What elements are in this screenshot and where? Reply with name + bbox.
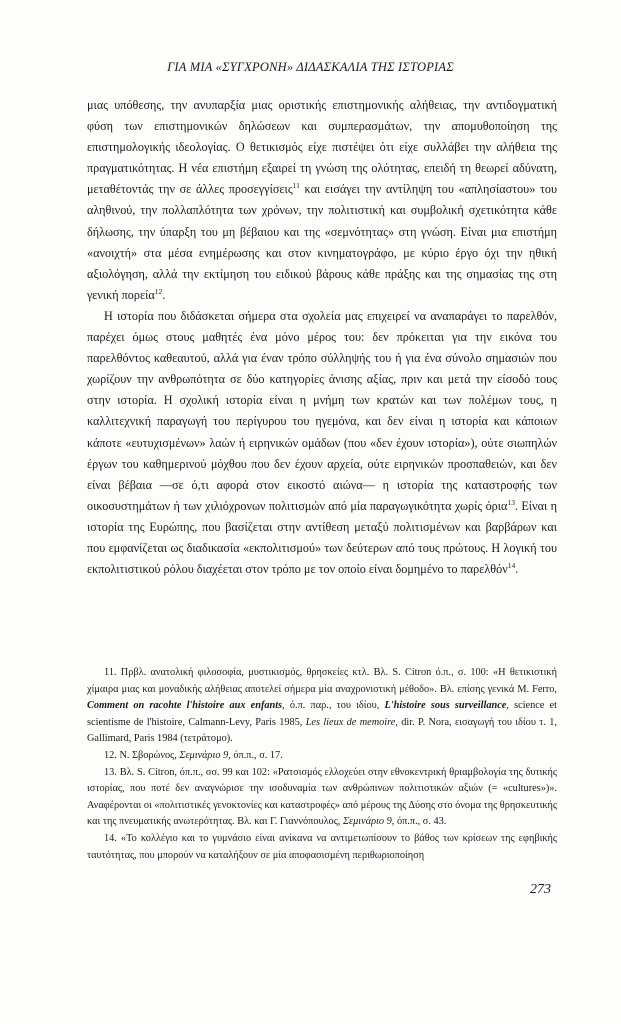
footnote-13-text-a: 13. Βλ. S. Citron, όπ.π., σσ. 99 και 102: «Ρατσισμός ελλοχεύει στην εθνοκεντρική θριαμβολογία της δυτικής ιστορίας, που ποτέ δεν αναγνώρισε την ισοδυναμία των ανθρώπινων πολιτιστικών αξιών (= «cultures»)». Αναφέρονται οι «πολιτιστικές γενοκτονίες και καταστροφές» από μέρους της Δύσης στο όνομα της θρησκευτικής και της πνευματικής ανωτερότητας. Βλ. και Γ. Γιαννόπουλος, [87,766,557,828]
footnote-12 [87,748,557,765]
paragraph-1-text-a: μιας υπόθεσης, την ανυπαρξία μιας οριστικής επιστημονικής αλήθειας, την αντιδογματική φύση των επιστημονικών δηλώσεων και συμπερασμάτων, την απομυθοποίηση της επιστημολογικής ιδεολογίας. Ο θετικισμός είχε πιστέψει ότι είχε συλλάβει την αλήθεια της πραγματικότητας. Η νέα επιστήμη εξαιρεί τη γνώση της ολότητας, επειδή τη θεωρεί αδύνατη, μεταθέτοντάς την σε άλλες προσεγγίσεις [87,98,557,197]
footnote-ref-14: 14 [507,561,516,570]
footnote-13 [87,765,557,831]
paragraph-2-text-b: . Είναι η ιστορία της Ευρώπης, που βασίζεται στην αντίθεση μεταξύ πολιτισμένων και βαρβάρων και που εμφανίζεται ως διαδικασία «εκπολιτισμού» των δεύτερων από τους πρώτους. Η λογική του εκπολιτιστικού ρόλου διαχέεται στον τρόπο με τον οποίο είναι δομημένο το παρελθόν [87,498,557,577]
page-number: 273 [530,882,551,897]
paragraph-2-text-a: Η ιστορία που διδάσκεται σήμερα στα σχολεία μας επιχειρεί να αναπαράγει το παρελθόν, παρέχει όμως στους μαθητές ένα μόνο μέρος του: δεν πρόκειται για την εικόνα του παρελθόντος καθεαυτού, αλλά για έναν τρόπο σύλληψής του ή για ένα σύνολο σημασιών που χωρίζουν την ανθρωπότητα σε δύο κατηγορίες άνισης αξίας, πριν και μετά την είσοδό τους στην ιστορία. Η σχολική ιστορία είναι η μνήμη των κρατών και των πολέμων τους, η καλλιτεχνική παραγωγή του περίγυρου του ηγεμόνα, και δεν είναι η ιστορία και κάποιων κάποτε «ευτυχισμένων» λαών ή ειρηνικών ομάδων (που «δεν έχουν ιστορία»), ούτε σιωπηλών έργων του καθημερινού μόχθου που δεν έχουν αρχεία, ούτε ειρηνικών προσπαθειών, και δεν είναι βέβαια —σε ό,τι αφορά στον εικοστό αιώνα— η ιστορία της καταστροφής των οικοσυστημάτων ή των χιλιόχρονων πολιτισμών από μία παραγωγικότητα χωρίς όρια [87,308,557,513]
paragraph-1 [87,95,557,306]
footnote-ref-12: 12 [154,286,163,296]
footnote-11-title-1: Comment on racohte l'histoire aux enfants [87,700,283,712]
footnote-11-title-2: L'histoire sous surveillance [384,700,507,712]
paragraph-2 [87,306,557,580]
footnote-ref-11: 11 [292,181,300,191]
footnote-11-text-a: 11. Πρβλ. ανατολική φιλοσοφία, μυστικισμός, θρησκείες κτλ. Βλ. S. Citron ό.π., σ. 100: «Η θετικιστική χίμαιρα μιας και μοναδικής αλήθειας αποτελεί σήμερα μία αναχρονιστική μέθοδο». Βλ. επίσης γενικά M. Ferro, [87,667,557,695]
footnote-13-text-b: , όπ.π., σ. 43. [391,816,447,828]
footnote-11-text-b: , ό.π. παρ., του ιδίου, [282,700,385,712]
paragraph-2-text-c: . [515,562,519,577]
footnote-13-title: Σεμινάριο 9 [342,816,392,828]
footnote-11-text-d: , dir. P. Nora, εισαγωγή του ιδίου τ. 1, Gallimard, Paris 1984 (τετράτομο). [87,716,557,745]
footnotes [87,665,557,864]
paragraph-1-text-b: και εισάγει την αντίληψη του «απλησίαστου» του αληθινού, την πολλαπλότητα των χρόνων, την πολιτιστική και συμβολική σχετικότητα κάθε δήλωσης, την ύπαρξη του μη βέβαιου και της «σεμνότητας» στη γνώση. Είναι μια επιστήμη «ανοιχτή» στα μέσα ενημέρωσης και στον κινηματογράφο, με κύριο έργο όχι την ηθική αξιολόγηση, αλλά την εκτίμηση του ειδικού βάρους κάθε πράξης και της σημασίας της στη γενική πορεία [87,182,557,302]
running-head: ΓΙΑ ΜΙΑ «ΣΥΓΧΡΟΝΗ» ΔΙΔΑΣΚΑΛΙΑ ΤΗΣ ΙΣΤΟΡΙΑΣ [167,60,454,74]
footnote-11 [87,665,557,748]
footnote-14 [87,831,557,864]
footnote-12-title: Σεμινάριο 9 [179,749,229,761]
body-text [87,95,557,580]
footnote-14-text-a: 14. «Το κολλέγιο και το γυμνάσιο είναι ανίκανα να αντιμετωπίσουν το βάθος των κρίσεων της εφηβικής ταυτότητας, που μπορούν να καταλήξουν σε μία αποφασισμένη περιθωριοποίηση [87,832,557,861]
footnote-12-text-a: 12. Ν. Σβορώνος, [104,749,180,761]
paragraph-1-text-c: . [162,287,166,302]
footnote-11-title-3: Les lieux de memoire [305,716,396,728]
footnote-11-text-c: , science et scientisme de l'histoire, Calmann-Levy, Paris 1985, [87,700,558,728]
footnote-12-text-b: , όπ.π., σ. 17. [228,749,283,761]
footnote-ref-13: 13 [507,497,515,507]
